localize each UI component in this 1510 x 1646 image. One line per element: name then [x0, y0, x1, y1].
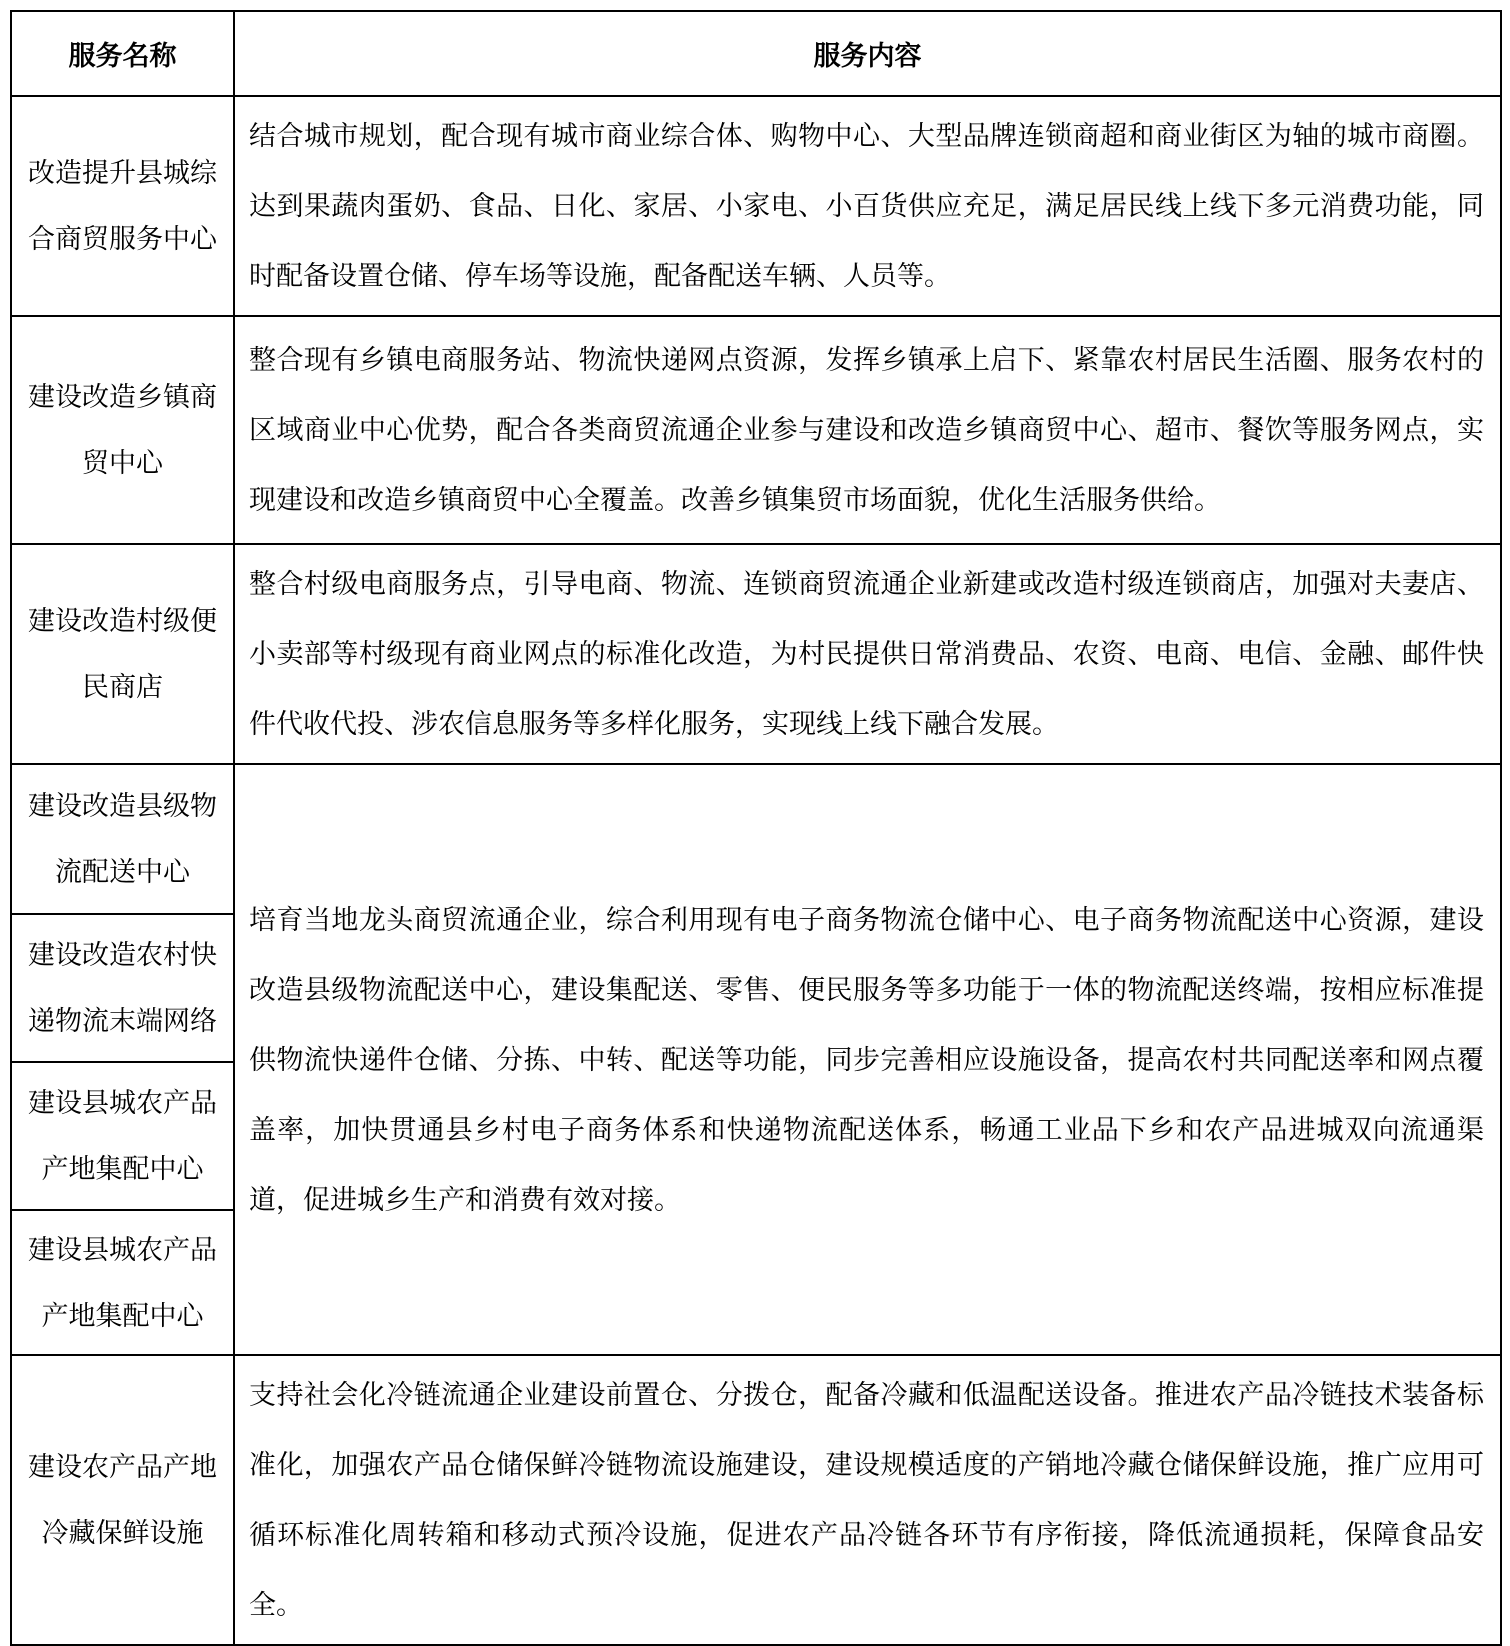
service-content-cell: 支持社会化冷链流通企业建设前置仓、分拨仓，配备冷藏和低温配送设备。推进农产品冷链技术装备标准化，加强农产品仓储保鲜冷链物流设施建设，建设规模适度的产销地冷藏仓储保鲜设施，推广应用可循环标准化周转箱和移动式预冷设施，促进农产品冷链各环节有序衔接，降低流通损耗，保障食品安全。	[234, 1355, 1501, 1645]
service-name-cell: 改造提升县城综合商贸服务中心	[11, 96, 234, 316]
column-header-service-content: 服务内容	[234, 11, 1501, 96]
service-name-cell: 建设县城农产品产地集配中心	[11, 1062, 234, 1210]
service-content-cell: 结合城市规划，配合现有城市商业综合体、购物中心、大型品牌连锁商超和商业街区为轴的城市商圈。达到果蔬肉蛋奶、食品、日化、家居、小家电、小百货供应充足，满足居民线上线下多元消费功能，同时配备设置仓储、停车场等设施，配备配送车辆、人员等。	[234, 96, 1501, 316]
table-row	[11, 316, 1501, 544]
table-row	[11, 1355, 1501, 1645]
service-name-cell: 建设改造乡镇商贸中心	[11, 316, 234, 544]
table-row	[11, 764, 1501, 914]
service-name-cell: 建设改造村级便民商店	[11, 544, 234, 764]
service-content-cell-merged: 培育当地龙头商贸流通企业，综合利用现有电子商务物流仓储中心、电子商务物流配送中心资源，建设改造县级物流配送中心，建设集配送、零售、便民服务等多功能于一体的物流配送终端，按相应标准提供物流快递件仓储、分拣、中转、配送等功能，同步完善相应设施设备，提高农村共同配送率和网点覆盖率，加快贯通县乡村电子商务体系和快递物流配送体系，畅通工业品下乡和农产品进城双向流通渠道，促进城乡生产和消费有效对接。	[234, 764, 1501, 1355]
service-name-cell: 建设县城农产品产地集配中心	[11, 1210, 234, 1355]
service-name-cell: 建设农产品产地冷藏保鲜设施	[11, 1355, 234, 1645]
service-content-cell: 整合村级电商服务点，引导电商、物流、连锁商贸流通企业新建或改造村级连锁商店，加强对夫妻店、小卖部等村级现有商业网点的标准化改造，为村民提供日常消费品、农资、电商、电信、金融、邮件快件代收代投、涉农信息服务等多样化服务，实现线上线下融合发展。	[234, 544, 1501, 764]
table-row	[11, 96, 1501, 316]
table-row	[11, 544, 1501, 764]
service-name-cell: 建设改造县级物流配送中心	[11, 764, 234, 914]
service-table	[10, 10, 1502, 1646]
service-content-cell: 整合现有乡镇电商服务站、物流快递网点资源，发挥乡镇承上启下、紧靠农村居民生活圈、服务农村的区域商业中心优势，配合各类商贸流通企业参与建设和改造乡镇商贸中心、超市、餐饮等服务网点，实现建设和改造乡镇商贸中心全覆盖。改善乡镇集贸市场面貌，优化生活服务供给。	[234, 316, 1501, 544]
service-name-cell: 建设改造农村快递物流末端网络	[11, 914, 234, 1062]
column-header-service-name: 服务名称	[11, 11, 234, 96]
table-header-row	[11, 11, 1501, 96]
